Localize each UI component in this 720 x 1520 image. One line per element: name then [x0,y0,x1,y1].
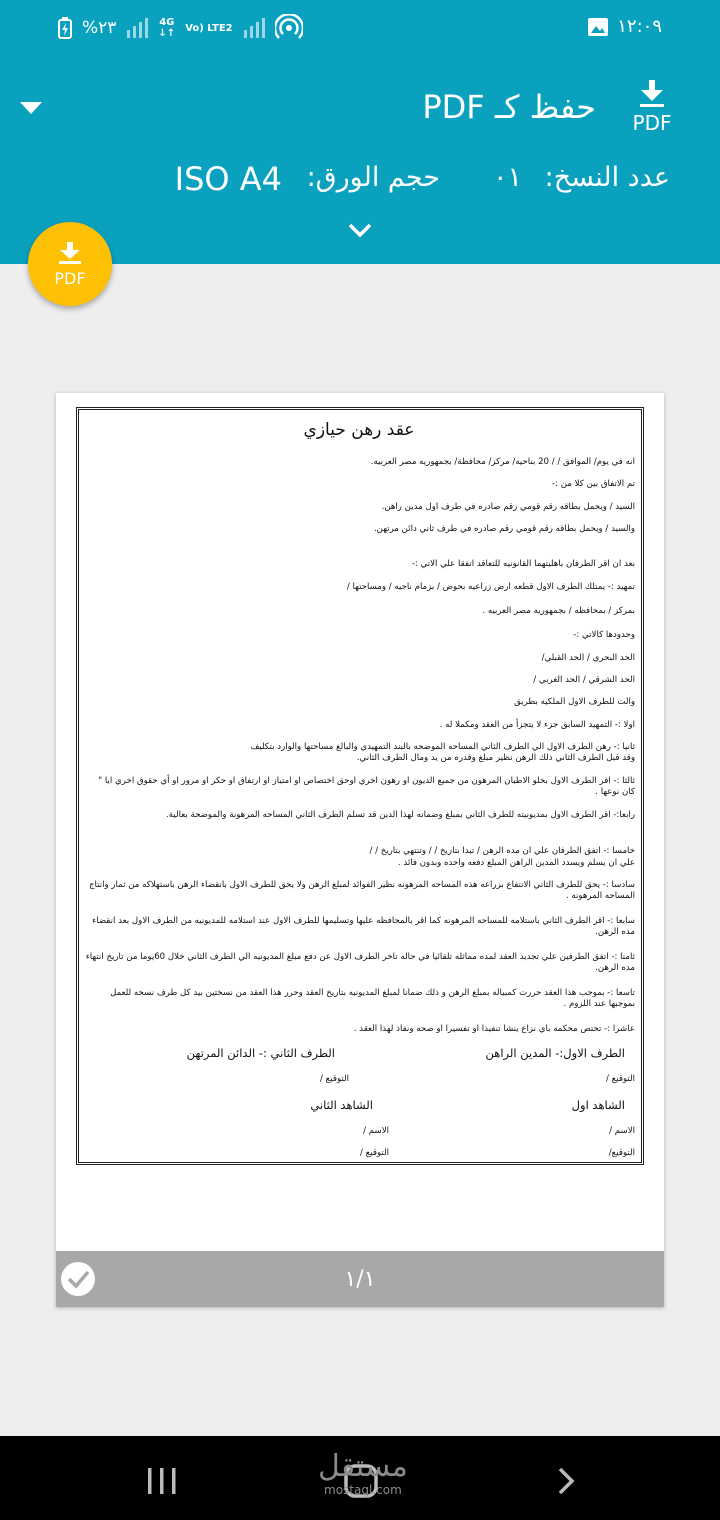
doc-line: رابعا:- اقر الطرف الاول بمديونيته للطرف الثاني بمبلغ وضمانه لهذا الدين قد تسلم الطرف الثاني المساحه المرهونة والموضحة بعالية. [166,810,635,820]
pdf-download-fab-icon [28,222,112,306]
hotspot-icon [275,14,303,42]
doc-line: الحد البحري / الحد القبلي/ [541,653,635,663]
doc-line: عاشرا :- تختص محكمه باي نزاع ينشا تنفيذا او تفسيرا او صحه ونفاذ لهذا العقد . [353,1024,635,1034]
doc-line: السيد / ويحمل بطاقه رقم قومي رقم صادره في طرف اول مدين راهن. [381,502,635,512]
document-content [83,414,635,1156]
gallery-icon [588,18,608,36]
witness-two: الشاهد الثاني [310,1098,373,1112]
signature-one: التوقيع / [606,1074,635,1084]
doc-line: تم الاتفاق بين كلا من :- [552,479,635,489]
doc-line: خامسا :- اتفق الطرفان علي ان مده الرهن / تبدا بتاريخ / / وتنتهي بتاريخ / / [369,846,635,856]
doc-line: وقد قبل الطرف الثاني ذلك الرهن نظير مبلغ وقدره من يد ومال الطرف الثاني. [356,753,635,763]
signature-four: التوقيع / [360,1148,389,1158]
save-pdf-button[interactable] [28,222,112,306]
doc-line: ثامنا :- اتفق الطرفين علي تجديد العقد لمده مماثله تلقائيا في حاله تاخر الطرف الاول عن دفع مبلغ المديونيه الي الطرف الثاني خلال 60يوما من تاريخ انتهاء مده الرهن. [85,952,635,973]
network-volte: Vo) LTE2 [185,22,233,34]
copies-label: عدد النسخ: [544,162,670,193]
doc-line: ثالثا :- اقر الطرف الاول بخلو الاطيان المرهون من جميع الديون او رهون اخري اوحق اختصاص او امتياز او ارتفاق او حكر او مرور او أي حقوق اخري ايا " كان نوعها . [98,776,635,797]
printer-dropdown-icon[interactable] [20,102,42,114]
name-one: الاسم / [609,1126,635,1136]
page-footer [56,1251,664,1307]
doc-line: اولا :- التمهيد السابق جزء لا يتجزأ من العقد ومكملا له . [439,720,635,730]
watermark-arabic: مستقل [318,1449,408,1484]
status-bar [0,0,720,56]
doc-line: انه في يوم/ الموافق / / 20 بناحيه/ مركز/ محافظة/ بجمهوريه مصر العربيه. [370,457,635,467]
expand-chevron-icon[interactable] [346,220,374,240]
copies-value[interactable]: ٠١ [492,162,522,193]
pdf-download-icon [628,80,676,136]
signature-three: التوقيع/ [608,1148,635,1158]
print-options [0,156,720,206]
printer-title[interactable]: حفظ كـ PDF [422,88,596,126]
party-one-label: الطرف الاول:- المدين الراهن [485,1046,625,1060]
doc-line: والت للطرف الاول الملكيه بطريق [514,697,635,707]
doc-line: علي ان يسلم ويسدد المدين الراهن المبلغ دفعه واحده وبدون فائد . [397,858,635,868]
signal-icon-2 [243,18,265,38]
doc-line: سابعا :- اقر الطرف الثاني باستلامه للمساحه المرهونه كما اقر بالمحافظه عليها وتسليمها للطرف الاول عند استلامه للمديونيه من الطرف الاول بعد انقضاء مده الرهن. [92,916,635,937]
battery-percent: %٢٣ [82,18,117,38]
svg-text:PDF: PDF [54,269,86,288]
status-left [58,14,303,42]
page-preview[interactable] [56,393,664,1307]
party-two-label: الطرف الثاني :- الدائن المرتهن [186,1046,335,1060]
doc-line: سادسا :- يحق للطرف الثاني الانتفاع بزراعه هذه المساحه المرهونه نظير الفوائد لمبلغ الرهن ولا يحق للطرف الاول بانقضاء الرهن باستهلاكه من ثمار وانتاج المساحه المرهونه . [88,880,635,901]
back-icon[interactable] [556,1466,576,1496]
paper-size-label: حجم الورق: [306,162,440,193]
watermark-latin: mostaql.com [324,1483,402,1497]
signature-two: التوقيع / [320,1074,349,1084]
doc-line: ثانيا :- رهن الطرف الاول الي الطرف الثاني المساحه الموضحه بالبند التمهيدي والبالغ مساحتها والوارد بتكليف [250,742,635,752]
doc-line: تمهيد :- يمتلك الطرف الاول قطعه ارض زراعيه بحوض / بزمام ناحيه / ومساحتها / [346,582,635,592]
doc-line: تاسعا :- بموجب هذا العقد حررت كمبياله بمبلغ الرهن و ذلك ضمانا لمبلغ المديونيه بتاريخ العقد وحرر هذا العقد من نسختين بيد كل طرف نسخه للعمل بموجبها عند اللزوم . [110,988,635,1009]
svg-text:PDF: PDF [632,111,672,135]
network-4g: 4G ↓↑ [158,17,176,39]
clock: ١٢:٠٩ [617,16,662,37]
navigation-bar [0,1436,720,1520]
recent-apps-icon[interactable] [146,1468,178,1494]
name-two: الاسم / [363,1126,389,1136]
document-frame [76,407,644,1165]
page-number: ١/١ [344,1267,376,1292]
doc-line: وحدودها كالاتي :- [573,630,635,640]
doc-line: الحد الشرقي / الحد الغربي / [533,675,635,685]
doc-line: بمركز / بمحافظه / بجمهوريه مصر العربيه . [482,606,635,616]
watermark [318,1450,408,1496]
paper-size-value[interactable]: ISO A4 [174,160,282,198]
battery-icon [58,17,72,39]
document-title: عقد رهن حيازي [303,420,415,440]
doc-line: بعد ان اقر الطرفان باهليتهما القانونيه للتعاقد اتفقا علي الاتي :- [411,559,635,569]
signal-icon [126,18,148,38]
witness-one: الشاهد اول [571,1098,625,1112]
doc-line: والسيد / ويحمل بطاقه رقم قومي رقم صادره في طرف ثاني دائن مرتهن. [373,524,635,534]
